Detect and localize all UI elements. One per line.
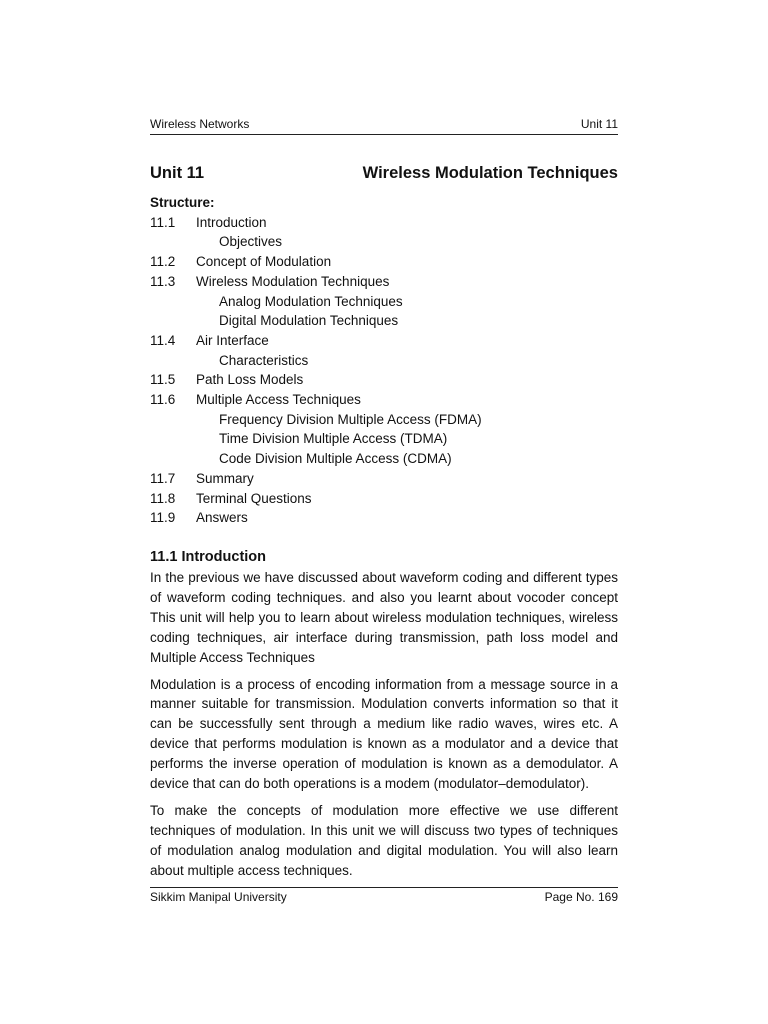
toc-subitem: [150, 429, 618, 449]
toc-item-title: Terminal Questions: [196, 490, 312, 506]
toc-subitem: [150, 410, 618, 430]
unit-number: Unit 11: [150, 164, 205, 182]
section-body: [150, 568, 618, 888]
toc-subitem-title: Analog Modulation Techniques: [219, 293, 403, 309]
footer-university: Sikkim Manipal University: [150, 890, 287, 904]
toc-subitem-title: Code Division Multiple Access (CDMA): [219, 451, 452, 467]
running-header: [150, 116, 618, 135]
toc-item-number: 11.9: [150, 510, 176, 526]
toc-subitem-title: Frequency Division Multiple Access (FDMA): [219, 411, 482, 427]
toc-subitem: [150, 232, 618, 252]
toc-item: [150, 489, 618, 509]
running-footer: [150, 887, 618, 906]
toc-item-title: Summary: [196, 470, 254, 486]
toc-item: [150, 469, 618, 489]
toc-item: [150, 508, 618, 528]
toc-item-title: Multiple Access Techniques: [196, 392, 361, 408]
toc-subitem: [150, 351, 618, 371]
toc-item-title: Concept of Modulation: [196, 254, 332, 270]
body-paragraph: In the previous we have discussed about waveform coding and different types of waveform coding techniques. and also you learnt about vocoder concept This unit will help you to learn about wireless modulation techniques, wireless coding techniques, air interface during transmission, path loss model and Multiple Access Techniques: [150, 570, 618, 665]
document-page: [150, 0, 618, 1024]
toc-item-title: Path Loss Models: [196, 372, 304, 388]
toc-subitem-title: Digital Modulation Techniques: [219, 313, 399, 329]
toc-subitem: [150, 292, 618, 312]
unit-heading: [150, 163, 618, 183]
toc-item: [150, 370, 618, 390]
toc-item: [150, 331, 618, 351]
toc-subitem: [150, 311, 618, 331]
body-paragraph: Modulation is a process of encoding information from a message source in a manner suitable for transmission. Modulation converts information so that it can be successfully sent through a medium like radio waves, wires etc. A device that performs modulation is known as a modulator and a device that performs the inverse operation of modulation is known as a demodulator. A device that can do both operations is a modem (modulator–demodulator).: [150, 676, 618, 792]
toc-item-number: 11.5: [150, 372, 176, 388]
toc-item: [150, 252, 618, 272]
toc-item-title: Answers: [196, 510, 248, 526]
structure-label: Structure:: [150, 195, 215, 210]
header-book-title: Wireless Networks: [150, 117, 250, 131]
toc-item-number: 11.1: [150, 214, 176, 230]
toc-item-title: Wireless Modulation Techniques: [196, 273, 390, 289]
toc-item-title: Air Interface: [196, 332, 269, 348]
toc-subitem-title: Time Division Multiple Access (TDMA): [219, 431, 448, 447]
toc-item-title: Introduction: [196, 214, 267, 230]
toc-subitem-title: Characteristics: [219, 352, 309, 368]
section-heading: 11.1 Introduction: [150, 549, 267, 565]
footer-page-number: Page No. 169: [544, 890, 618, 904]
toc-item-number: 11.6: [150, 392, 176, 408]
toc-item: [150, 390, 618, 410]
unit-title: Wireless Modulation Techniques: [362, 164, 618, 182]
structure-toc: [150, 193, 618, 528]
toc-item-number: 11.2: [150, 254, 176, 270]
toc-item: [150, 213, 618, 233]
toc-item-number: 11.4: [150, 332, 176, 348]
toc-item: [150, 272, 618, 292]
body-paragraph: To make the concepts of modulation more effective we use different techniques of modulation. In this unit we will discuss two types of techniques of modulation analog modulation and digital modulation. You will also learn about multiple access techniques.: [150, 802, 618, 878]
toc-subitem-title: Objectives: [219, 234, 283, 250]
toc-item-number: 11.3: [150, 273, 176, 289]
header-unit-label: Unit 11: [580, 117, 618, 131]
toc-item-number: 11.8: [150, 490, 176, 506]
toc-subitem: [150, 449, 618, 469]
toc-item-number: 11.7: [150, 470, 176, 486]
